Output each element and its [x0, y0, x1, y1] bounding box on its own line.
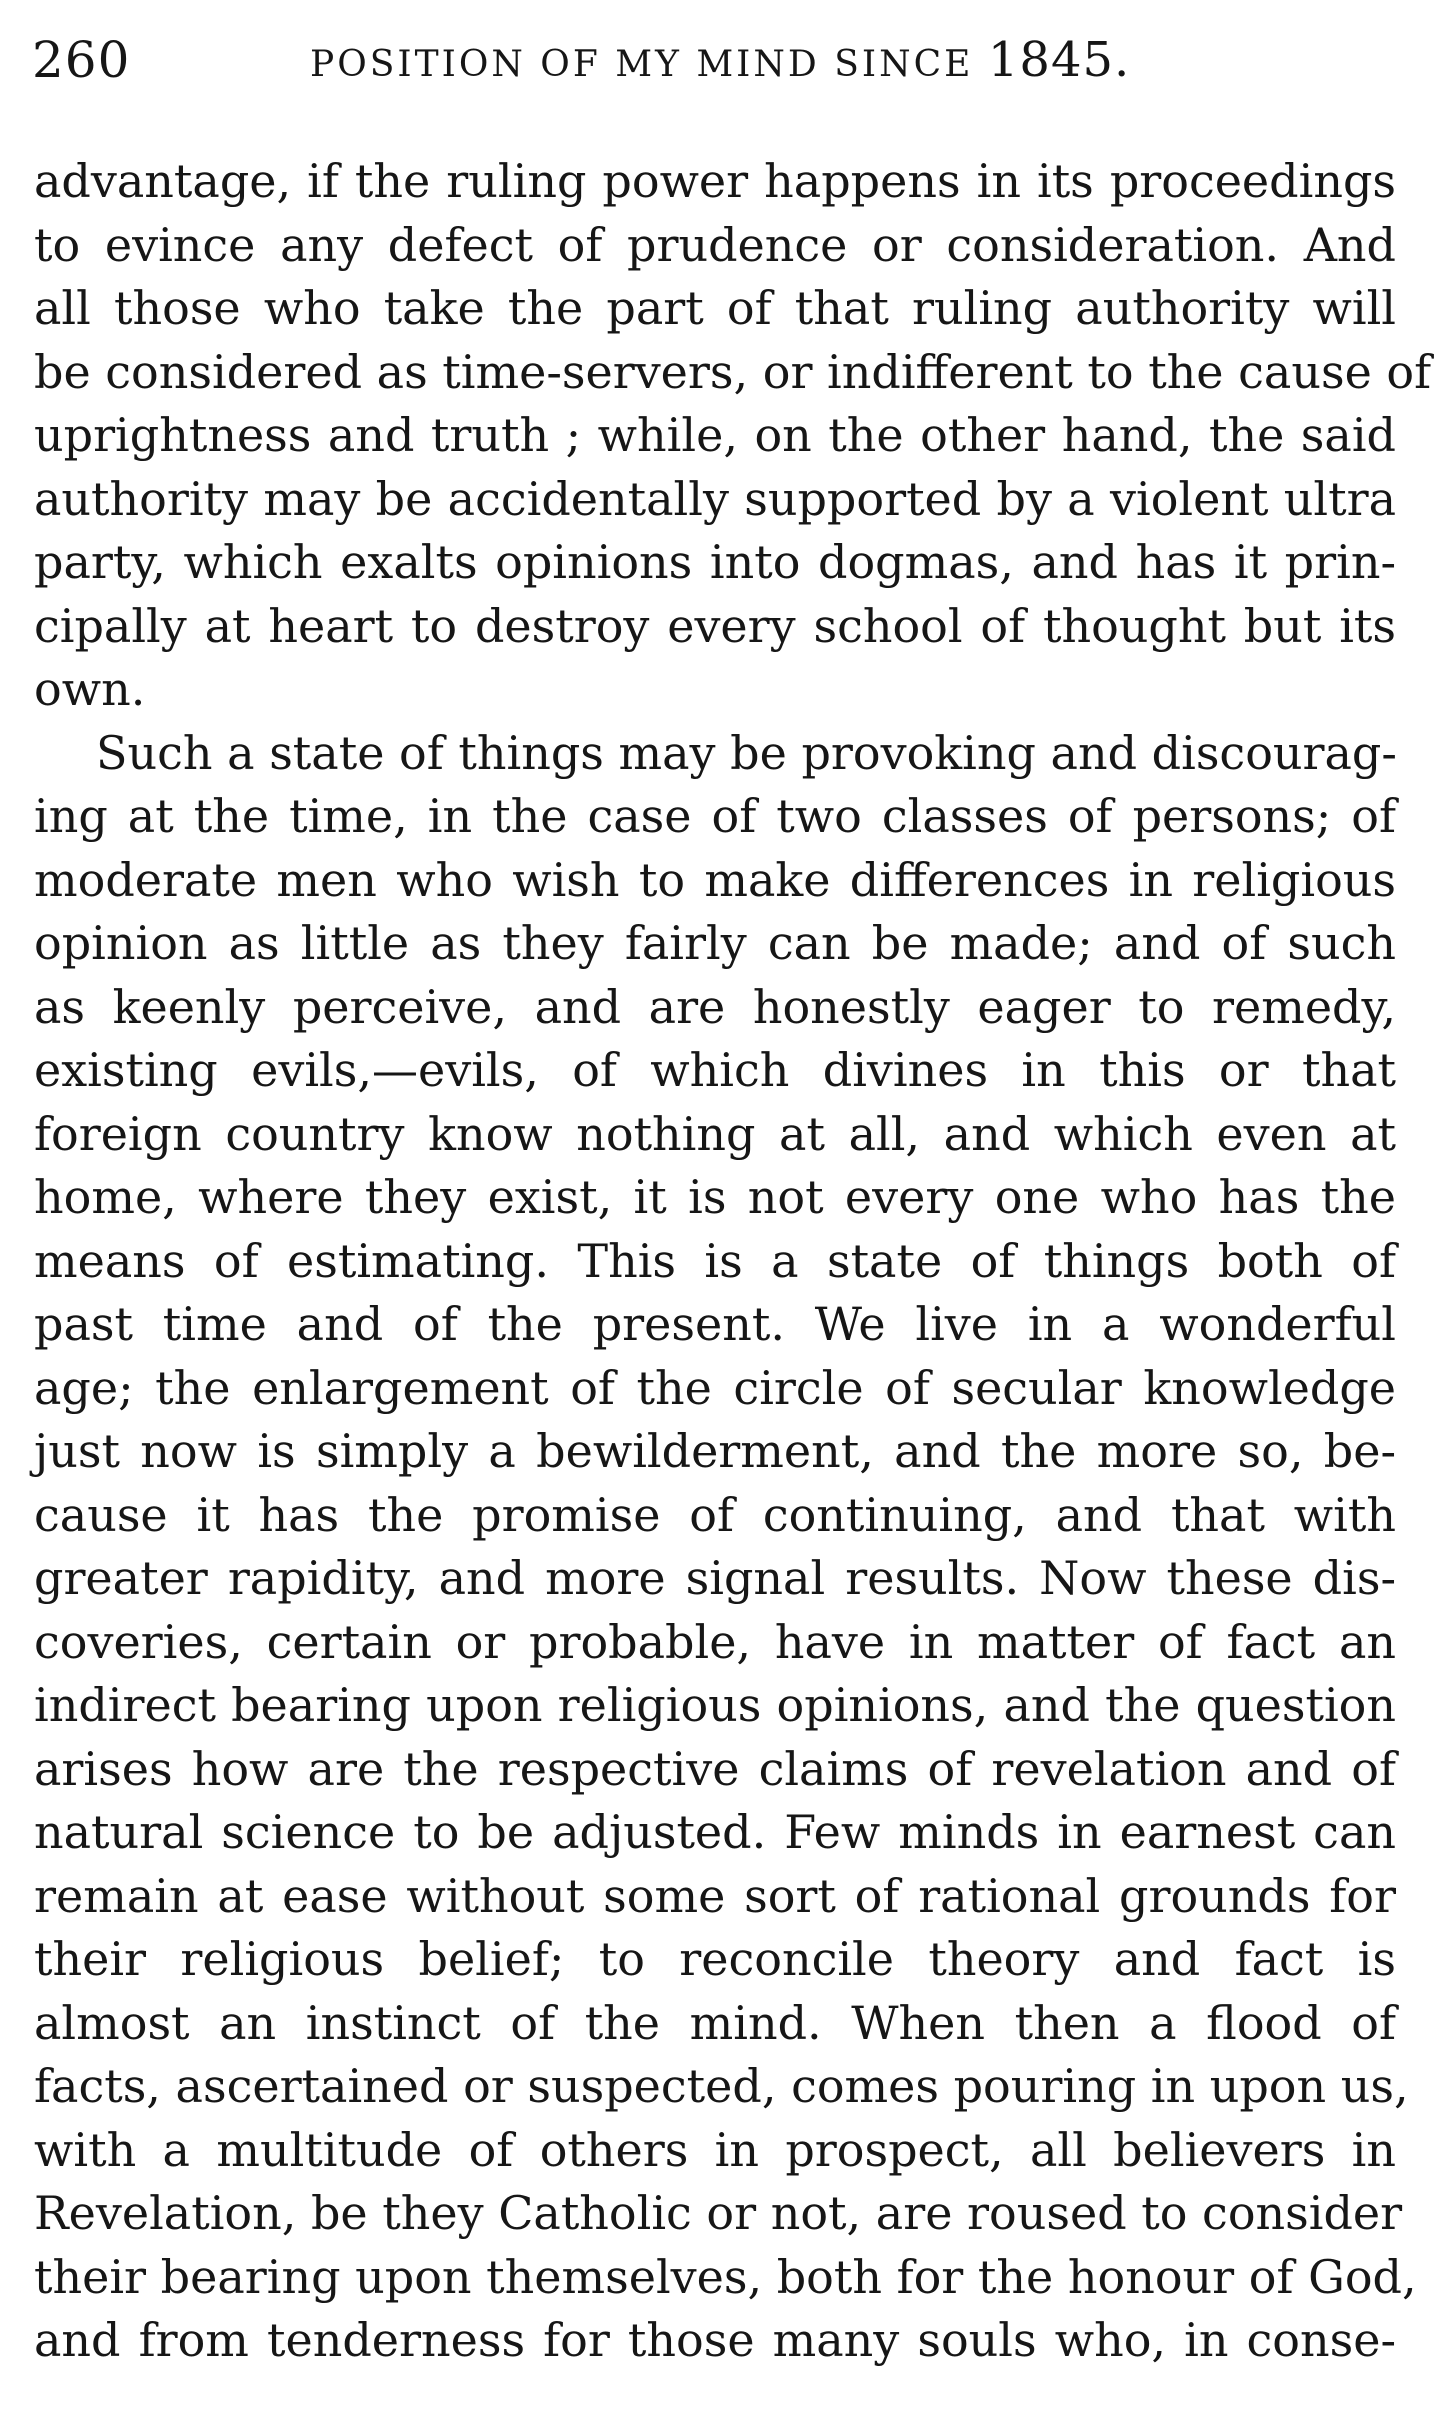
text-line: just now is simply a bewilderment, and the more so, be-: [34, 1424, 1396, 1478]
text-line: Such a state of things may be provoking and discourag-: [96, 725, 1397, 780]
text-line: ing at the time, in the case of two classes of persons; of: [34, 789, 1396, 843]
text-line: past time and of the present. We live in a wonderful: [34, 1297, 1396, 1351]
text-line: their bearing upon themselves, both for the honour of God,: [34, 2249, 1417, 2304]
text-line: means of estimating. This is a state of things both of: [34, 1233, 1396, 1288]
text-line: arises how are the respective claims of revelation and of: [34, 1741, 1396, 1796]
text-line: all those who take the part of that ruling authority will: [34, 281, 1396, 335]
text-line: be considered as time-servers, or indifferent to the cause of: [34, 344, 1432, 399]
text-line: coveries, certain or probable, have in matter of fact an: [34, 1614, 1396, 1669]
text-line: cause it has the promise of continuing, and that with: [34, 1487, 1396, 1542]
text-line: home, where they exist, it is not every one who has the: [34, 1170, 1396, 1224]
text-line: and from tenderness for those many souls who, in conse-: [34, 2313, 1396, 2367]
text-line: with a multitude of others in prospect, all believers in: [34, 2122, 1396, 2177]
text-line: opinion as little as they fairly can be made; and of such: [34, 916, 1396, 970]
text-line: moderate men who wish to make differences in religious: [34, 852, 1396, 907]
text-line: facts, ascertained or suspected, comes pouring in upon us,: [34, 2059, 1409, 2113]
running-head: [310, 30, 1130, 95]
text-line: uprightness and truth ; while, on the other hand, the said: [34, 408, 1396, 462]
text-line: own.: [34, 662, 146, 716]
text-line: as keenly perceive, and are honestly eager to remedy,: [34, 979, 1396, 1034]
text-line: cipally at heart to destroy every school of thought but its: [34, 598, 1396, 653]
text-line: remain at ease without some sort of rational grounds for: [34, 1868, 1396, 1923]
text-line: authority may be accidentally supported by a violent ultra: [34, 471, 1396, 526]
text-line: Revelation, be they Catholic or not, are roused to consider: [34, 2186, 1403, 2240]
text-line: natural science to be adjusted. Few minds in earnest can: [34, 1805, 1396, 1859]
text-line: advantage, if the ruling power happens in its proceedings: [34, 154, 1396, 208]
text-line: their religious belief; to reconcile theory and fact is: [34, 1932, 1396, 1986]
text-line: greater rapidity, and more signal results. Now these dis-: [34, 1551, 1396, 1605]
text-line: to evince any defect of prudence or consideration. And: [34, 217, 1396, 272]
text-line: party, which exalts opinions into dogmas, and has it prin-: [34, 535, 1396, 589]
text-line: foreign country know nothing at all, and which even at: [34, 1106, 1396, 1161]
paragraph-1: [34, 150, 1432, 722]
running-year: 1845.: [987, 32, 1131, 88]
page-number: 260: [32, 31, 131, 89]
paragraph-2: [34, 722, 1417, 2373]
running-title: POSITION OF MY MIND SINCE: [310, 44, 974, 85]
text-line: indirect bearing upon religious opinions, and the question: [34, 1678, 1396, 1732]
text-line: existing evils,—evils, of which divines in this or that: [34, 1043, 1396, 1097]
text-line: almost an instinct of the mind. When then a flood of: [34, 1995, 1396, 2050]
body-text: [34, 150, 1432, 2373]
text-line: age; the enlargement of the circle of secular knowledge: [34, 1360, 1396, 1415]
page-header: [32, 30, 1402, 90]
